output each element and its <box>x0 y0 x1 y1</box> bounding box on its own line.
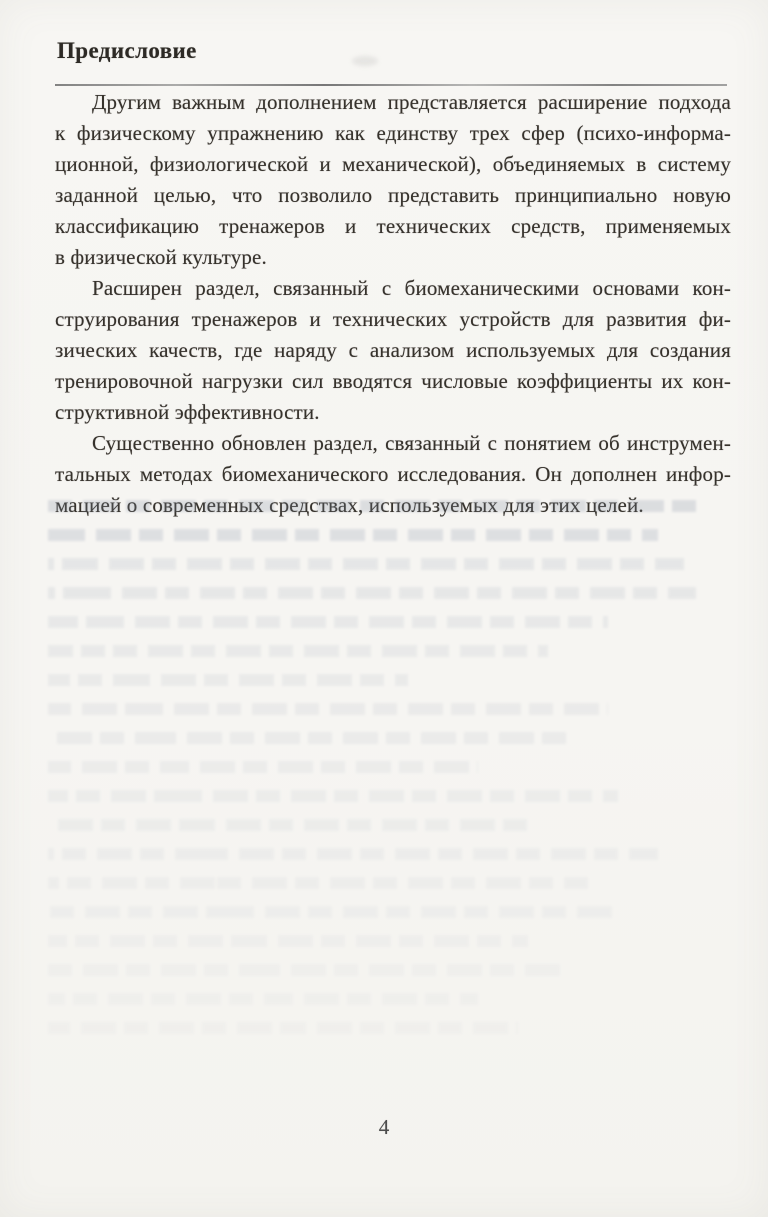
scan-smudge <box>352 56 378 66</box>
page-number: 4 <box>378 1115 390 1139</box>
text-line: тренировочной нагрузки сил вводятся числовые коэффициенты их кон- <box>55 369 731 393</box>
text-line: Расширен раздел, связанный с биомеханическими основами кон- <box>92 276 731 300</box>
text-block <box>55 87 731 521</box>
heading-rule <box>55 84 727 86</box>
text-line: ционной, физиологической и механической), объединяемых в систему <box>55 152 731 176</box>
bleed-line <box>48 993 478 1005</box>
bleed-line <box>48 558 684 570</box>
bleed-line <box>48 500 696 512</box>
bleed-line <box>48 616 608 628</box>
text-line: к физическому упражнению как единству трех сфер (психо-информа- <box>55 121 731 145</box>
bleed-line <box>48 877 588 889</box>
text-line: струирования тренажеров и технических устройств для развития фи- <box>55 307 731 331</box>
preface-heading: Предисловие <box>57 38 197 63</box>
bleed-line <box>48 703 608 715</box>
bleed-line <box>48 645 548 657</box>
bleed-line <box>48 1022 518 1034</box>
bleed-line <box>48 819 528 831</box>
bleed-line <box>48 674 408 686</box>
text-line: в физической культуре. <box>55 245 267 269</box>
bleed-line <box>48 790 618 802</box>
body-paragraph <box>55 273 731 428</box>
bleed-line <box>48 761 478 773</box>
text-line: заданной целью, что позволило представить принципиально новую <box>55 183 731 207</box>
bleed-line <box>48 587 696 599</box>
text-line: Существенно обновлен раздел, связанный с понятием об инструмен- <box>92 431 731 455</box>
text-line: классификацию тренажеров и технических средств, применяемых <box>55 214 731 238</box>
bleed-line <box>48 906 618 918</box>
text-line: Другим важным дополнением представляется расширение подхода <box>92 90 731 114</box>
bleed-line <box>48 732 568 744</box>
bleed-line <box>48 848 658 860</box>
bleed-line <box>48 529 658 541</box>
text-line: зических качеств, где наряду с анализом используемых для создания <box>55 338 731 362</box>
bleed-line <box>48 964 568 976</box>
text-line: тальных методах биомеханического исследования. Он дополнен инфор- <box>55 462 731 486</box>
text-line: мацией о современных средствах, используемых для этих целей. <box>55 493 644 517</box>
text-line: структивной эффективности. <box>55 400 320 424</box>
bleed-through-text <box>48 500 732 1051</box>
bleed-line <box>48 935 528 947</box>
body-paragraph <box>55 87 731 273</box>
